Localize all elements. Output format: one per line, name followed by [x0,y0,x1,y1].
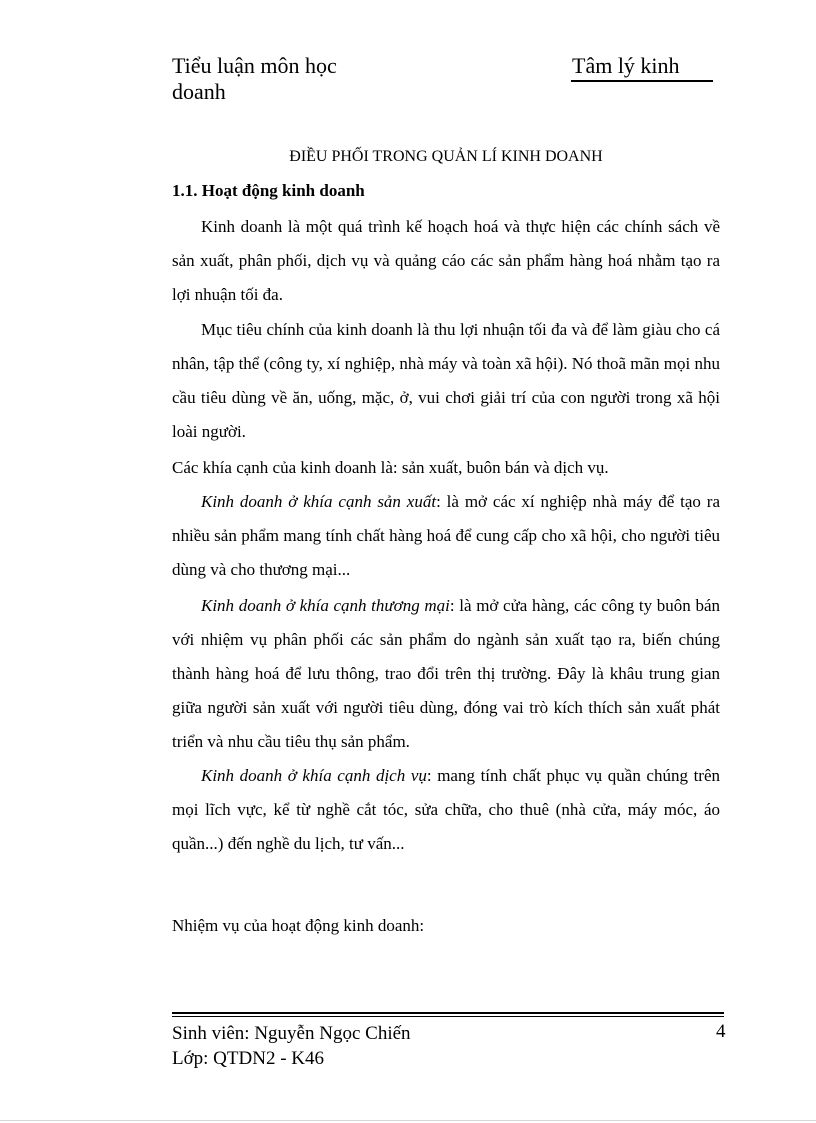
page-bottom-edge [0,1120,816,1121]
document-title: ĐIỀU PHỐI TRONG QUẢN LÍ KINH DOANH [289,148,603,165]
footer-class: Lớp: QTDN2 - K46 [172,1048,324,1069]
production-text: : là mở các xí nghiệp nhà máy để tạo ra nhiều sản phẩm mang tính chất hàng hoá để cung cấp cho xã hội, cho người tiêu dùng và cho thương mại... [172,492,720,579]
service-text: : mang tính chất phục vụ quần chúng trên mọi lĩch vực, kể từ nghề cắt tóc, sửa chữa, cho thuê (nhà cửa, máy móc, áo quần...) đến nghề du lịch, tư vấn... [172,766,720,853]
header-left-text: Tiểu luận môn học [172,53,337,78]
commerce-label: Kinh doanh ở khía cạnh thương mại [201,596,450,615]
header-continuation-text: doanh [172,79,226,104]
page-number: 4 [716,1021,726,1042]
section-heading: 1.1. Hoạt động kinh doanh [172,181,365,200]
footer-rule-thin [172,1016,724,1017]
header-rule [571,80,713,82]
production-label: Kinh doanh ở khía cạnh sản xuất [201,492,437,511]
paragraph-definition: Kinh doanh là một quá trình kế hoạch hoá và thực hiện các chính sách về sản xuất, phân phối, dịch vụ và quảng cáo các sản phẩm hàng hoá nhằm tạo ra lợi nhuận tối đa. [172,217,720,304]
paragraph-goal: Mục tiêu chính của kinh doanh là thu lợi nhuận tối đa và để làm giàu cho cá nhân, tập thể (công ty, xí nghiệp, nhà máy và toàn xã hội). Nó thoã mãn mọi nhu cầu tiêu dùng về ăn, uống, mặc, ở, vui chơi giải trí của con người trong xã hội loài người. [172,320,720,441]
paragraph-commerce [172,589,720,759]
paragraph-production [172,485,720,587]
paragraph-service [172,759,720,861]
footer-rule-thick [172,1012,724,1014]
footer-student-name: Sinh viên: Nguyễn Ngọc Chiến [172,1023,411,1044]
header-right-text: Tâm lý kinh [572,53,680,78]
commerce-text: : là mở cửa hàng, các công ty buôn bán với nhiệm vụ phân phối các sản phẩm do ngành sản xuất tạo ra, biến chúng thành hàng hoá để lưu thông, trao đổi trên thị trường. Đây là khâu trung gian giữa người sản xuất với người tiêu dùng, đóng vai trò kích thích sản xuất phát triển và nhu cầu tiêu thụ sản phẩm. [172,596,720,751]
paragraph-tasks: Nhiệm vụ của hoạt động kinh doanh: [172,916,425,935]
paragraph-aspects: Các khía cạnh của kinh doanh là: sản xuất, buôn bán và dịch vụ. [172,458,609,477]
service-label: Kinh doanh ở khía cạnh dịch vụ [201,766,427,785]
